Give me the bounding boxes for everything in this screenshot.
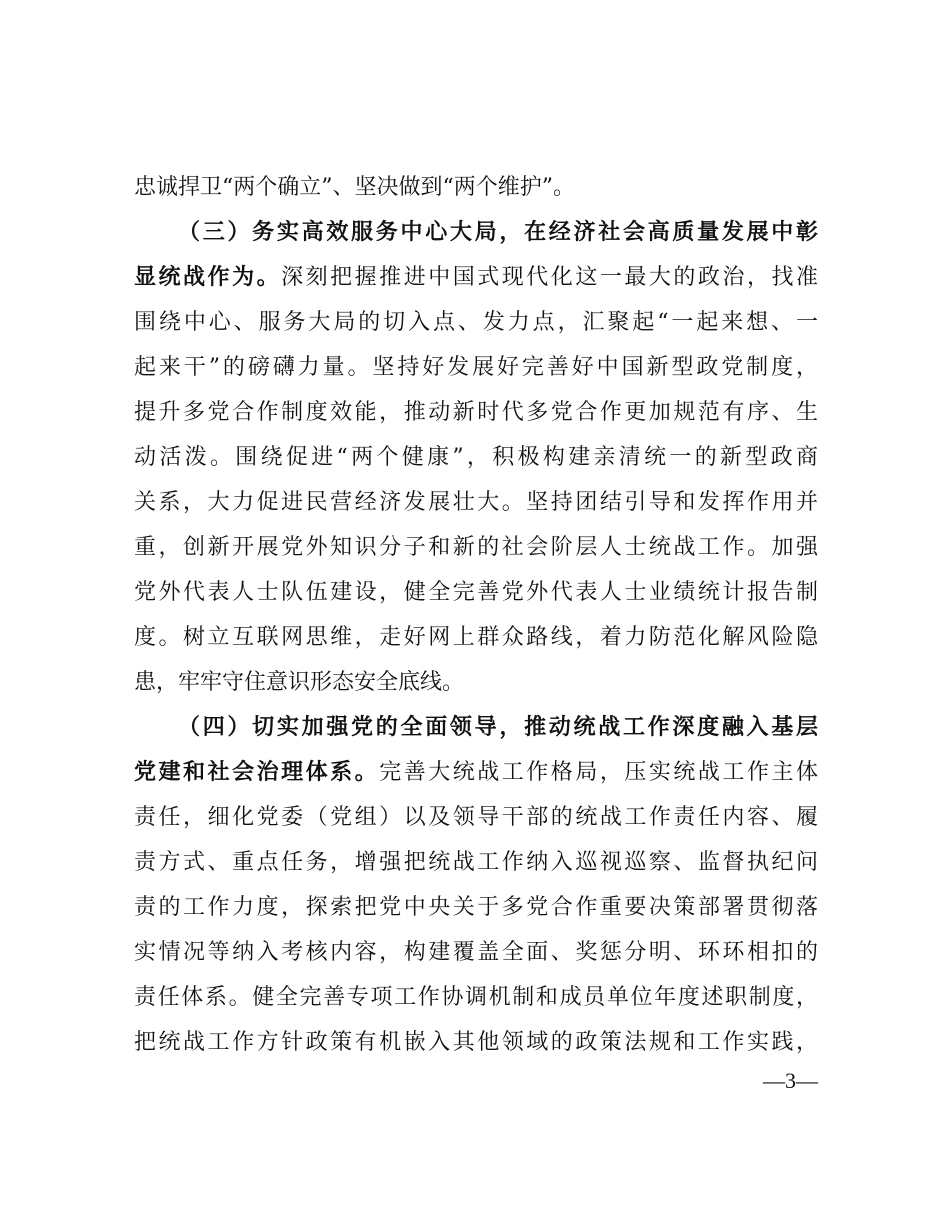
body-text: 把统战工作方针政策有机嵌入其他领域的政策法规和工作实践，	[134, 1030, 818, 1055]
text-line	[134, 300, 818, 345]
body-text: 责的工作力度，探索把党中央关于多党合作重要决策部署贯彻落	[134, 895, 818, 920]
body-text: 起来干”的磅礴力量。坚持好发展好完善好中国新型政党制度，	[134, 355, 818, 380]
text-line	[134, 930, 818, 975]
body-text: 完善大统战工作格局，压实统战工作主体	[379, 760, 818, 785]
text-line	[134, 885, 818, 930]
body-text: 动活泼。围绕促进“两个健康”，积极构建亲清统一的新型政商	[134, 445, 818, 470]
body-text: 度。树立互联网思维，走好网上群众路线，着力防范化解风险隐	[134, 625, 818, 650]
body-text: 实情况等纳入考核内容，构建覆盖全面、奖惩分明、环环相扣的	[134, 940, 818, 965]
text-line	[134, 570, 818, 615]
body-text: 深刻把握推进中国式现代化这一最大的政治，找准	[281, 265, 818, 290]
body-text: 关系，大力促进民营经济发展壮大。坚持团结引导和发挥作用并	[134, 490, 818, 515]
text-line	[134, 525, 818, 570]
body-text: 党外代表人士队伍建设，健全完善党外代表人士业绩统计报告制	[134, 580, 818, 605]
text-line	[134, 480, 818, 525]
text-line	[134, 705, 818, 750]
body-text: 责任体系。健全完善专项工作协调机制和成员单位年度述职制度，	[134, 985, 818, 1010]
text-line	[134, 615, 818, 660]
text-line	[134, 165, 818, 210]
text-line	[134, 975, 818, 1020]
text-line	[134, 390, 818, 435]
text-line	[134, 345, 818, 390]
text-line	[134, 660, 818, 705]
section-heading-text: 显统战作为。	[134, 264, 282, 290]
body-text: 责任，细化党委（党组）以及领导干部的统战工作责任内容、履	[134, 805, 818, 830]
text-line	[134, 840, 818, 885]
text-line	[134, 1020, 818, 1065]
section-heading-text: （三）务实高效服务中心大局，在经济社会高质量发展中彰	[178, 219, 818, 245]
body-text: 重，创新开展党外知识分子和新的社会阶层人士统战工作。加强	[134, 535, 818, 560]
text-line	[134, 255, 818, 300]
body-text: 围绕中心、服务大局的切入点、发力点，汇聚起“一起来想、一	[134, 310, 818, 335]
body-text: 患，牢牢守住意识形态安全底线。	[134, 670, 465, 695]
text-line	[134, 435, 818, 480]
page-number: —3—	[763, 1068, 818, 1093]
text-line	[134, 210, 818, 255]
section-heading-text: 党建和社会治理体系。	[134, 759, 380, 785]
document-body	[134, 165, 818, 1065]
section-heading-text: （四）切实加强党的全面领导，推动统战工作深度融入基层	[178, 714, 818, 740]
text-line	[134, 750, 818, 795]
body-text: 提升多党合作制度效能，推动新时代多党合作更加规范有序、生	[134, 400, 818, 425]
body-text: 责方式、重点任务，增强把统战工作纳入巡视巡察、监督执纪问	[134, 850, 818, 875]
text-line	[134, 795, 818, 840]
body-text: 忠诚捍卫“两个确立”、坚决做到“两个维护”。	[134, 175, 575, 200]
